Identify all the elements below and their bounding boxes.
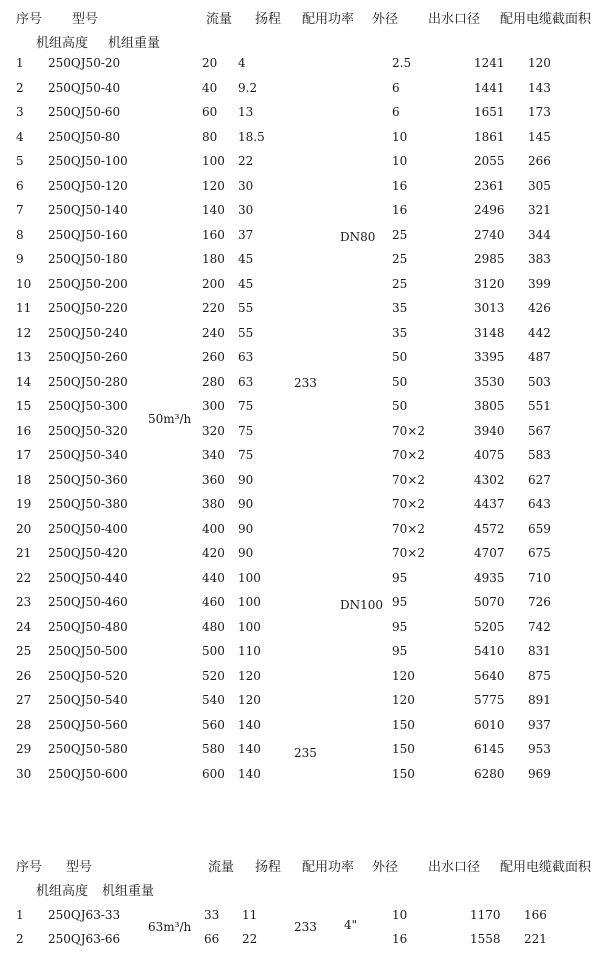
- cell-model: 250QJ50-500: [48, 644, 128, 658]
- cell-height: 1170: [470, 908, 501, 922]
- cell-weight: 551: [528, 399, 551, 413]
- cell-flow: 33: [204, 908, 220, 922]
- cell-head: 90: [238, 546, 254, 560]
- cell-no: 28: [16, 717, 32, 732]
- cell-no: 8: [16, 227, 24, 242]
- cell-height: 1861: [474, 129, 505, 144]
- cell-flow: 260: [202, 350, 225, 364]
- cell-weight: 969: [528, 766, 551, 781]
- cell-flow: 180: [202, 252, 225, 266]
- cell-od: 35: [392, 325, 408, 340]
- cell-model: 250QJ50-220: [48, 301, 128, 315]
- cell-od: 16: [392, 178, 408, 193]
- cell-height: 3395: [474, 350, 505, 364]
- cell-no: 2: [16, 932, 24, 946]
- cell-od: 120: [392, 668, 415, 683]
- header-model: 型号: [72, 12, 99, 27]
- cell-no: 10: [16, 276, 32, 291]
- cell-no: 5: [16, 154, 24, 168]
- cell-od: 25: [392, 227, 408, 242]
- cell-head: 9.2: [238, 80, 258, 95]
- cell-no: 23: [16, 595, 32, 609]
- cell-od: 10: [392, 908, 408, 922]
- table-row: [0, 130, 600, 154]
- cell-height: 2740: [474, 227, 505, 242]
- cell-no: 22: [16, 570, 32, 585]
- merged-outlet-dn100: DN100: [340, 598, 384, 612]
- cell-od: 150: [392, 766, 415, 781]
- cell-height: 6280: [474, 766, 505, 781]
- cell-weight: 875: [528, 668, 551, 683]
- header-head: 扬程: [255, 860, 282, 875]
- cell-model: 250QJ50-560: [48, 717, 128, 732]
- cell-no: 26: [16, 668, 32, 683]
- cell-flow: 340: [202, 448, 225, 462]
- cell-head: 100: [238, 595, 261, 609]
- merged-power-233: 233: [294, 376, 317, 390]
- merged-outlet-dn80: DN80: [340, 230, 376, 244]
- cell-weight: 583: [528, 448, 551, 462]
- cell-od: 70×2: [392, 546, 425, 560]
- cell-no: 3: [16, 105, 24, 119]
- cell-height: 3120: [474, 276, 505, 291]
- cell-head: 30: [238, 178, 254, 193]
- cell-height: 4302: [474, 472, 505, 487]
- cell-head: 90: [238, 472, 254, 487]
- merged-outlet: 4": [344, 918, 358, 932]
- table-row: [0, 595, 600, 619]
- header-power: 配用功率: [302, 860, 355, 875]
- cell-height: 2985: [474, 252, 505, 266]
- cell-weight: 143: [528, 80, 551, 95]
- cell-weight: 321: [528, 203, 551, 217]
- cell-no: 1: [16, 56, 24, 70]
- cell-flow: 460: [202, 595, 225, 609]
- cell-model: 250QJ50-280: [48, 374, 128, 389]
- cell-head: 120: [238, 693, 261, 707]
- cell-flow: 420: [202, 546, 225, 560]
- cell-no: 24: [16, 619, 32, 634]
- table-row: [0, 644, 600, 668]
- cell-head: 45: [238, 276, 254, 291]
- cell-no: 4: [16, 129, 24, 144]
- cell-head: 90: [238, 521, 254, 536]
- cell-no: 15: [16, 399, 32, 413]
- cell-model: 250QJ50-520: [48, 668, 128, 683]
- cell-head: 110: [238, 644, 261, 658]
- cell-weight: 937: [528, 717, 551, 732]
- header-height: 机组高度: [36, 884, 89, 899]
- table-row: [0, 932, 600, 956]
- cell-head: 18.5: [238, 129, 265, 144]
- cell-height: 4075: [474, 448, 505, 462]
- table-row: [0, 228, 600, 252]
- cell-flow: 140: [202, 203, 225, 217]
- header-model: 型号: [66, 860, 93, 875]
- cell-flow: 66: [204, 932, 220, 946]
- merged-power-235: 235: [294, 746, 317, 760]
- cell-height: 5410: [474, 644, 505, 658]
- cell-model: 250QJ50-20: [48, 56, 121, 70]
- cell-height: 5070: [474, 595, 505, 609]
- cell-head: 90: [238, 497, 254, 511]
- cell-model: 250QJ50-380: [48, 497, 128, 511]
- cell-weight: 726: [528, 595, 551, 609]
- header-head: 扬程: [255, 12, 282, 27]
- cell-height: 2055: [474, 154, 505, 168]
- cell-flow: 300: [202, 399, 225, 413]
- table-row: [0, 350, 600, 374]
- cell-od: 6: [392, 105, 400, 119]
- cell-weight: 503: [528, 374, 551, 389]
- cell-no: 30: [16, 766, 32, 781]
- cell-model: 250QJ50-400: [48, 521, 128, 536]
- cell-od: 50: [392, 350, 408, 364]
- merged-flow-rate: 63m³/h: [148, 920, 192, 934]
- table-row: [0, 179, 600, 203]
- cell-model: 250QJ50-320: [48, 423, 128, 438]
- header-cable: 配用电缆截面积: [500, 860, 592, 875]
- table-row: [0, 105, 600, 129]
- cell-od: 35: [392, 301, 408, 315]
- cell-od: 25: [392, 252, 408, 266]
- table-row: [0, 497, 600, 521]
- cell-od: 70×2: [392, 472, 425, 487]
- cell-od: 10: [392, 129, 408, 144]
- cell-weight: 442: [528, 325, 551, 340]
- cell-no: 29: [16, 742, 32, 756]
- table-row: [0, 718, 600, 742]
- table-row: [0, 767, 600, 791]
- cell-head: 4: [238, 56, 246, 70]
- cell-height: 2361: [474, 178, 505, 193]
- cell-head: 37: [238, 227, 254, 242]
- cell-weight: 383: [528, 252, 551, 266]
- cell-od: 2.5: [392, 56, 412, 70]
- cell-flow: 320: [202, 423, 225, 438]
- cell-weight: 426: [528, 301, 551, 315]
- cell-head: 55: [238, 301, 254, 315]
- cell-model: 250QJ50-540: [48, 693, 128, 707]
- cell-no: 25: [16, 644, 32, 658]
- cell-weight: 266: [528, 154, 551, 168]
- table-row: [0, 203, 600, 227]
- cell-no: 18: [16, 472, 32, 487]
- cell-height: 1558: [470, 932, 501, 946]
- cell-height: 3148: [474, 325, 505, 340]
- cell-flow: 380: [202, 497, 225, 511]
- cell-model: 250QJ50-260: [48, 350, 128, 364]
- cell-no: 1: [16, 908, 24, 922]
- cell-flow: 400: [202, 521, 225, 536]
- header-cable: 配用电缆截面积: [500, 12, 592, 27]
- cell-height: 3013: [474, 301, 505, 315]
- cell-od: 16: [392, 932, 408, 946]
- cell-head: 140: [238, 742, 261, 756]
- header-od: 外径: [372, 860, 399, 875]
- cell-height: 3940: [474, 423, 505, 438]
- cell-no: 9: [16, 252, 24, 266]
- cell-flow: 520: [202, 668, 225, 683]
- cell-head: 63: [238, 374, 254, 389]
- table-row: [0, 301, 600, 325]
- cell-height: 1441: [474, 80, 505, 95]
- cell-no: 14: [16, 374, 32, 389]
- cell-height: 4572: [474, 521, 505, 536]
- cell-weight: 953: [528, 742, 551, 756]
- cell-model: 250QJ50-40: [48, 80, 121, 95]
- table-row: [0, 154, 600, 178]
- cell-flow: 80: [202, 129, 218, 144]
- cell-model: 250QJ50-420: [48, 546, 128, 560]
- cell-model: 250QJ50-440: [48, 570, 128, 585]
- table-row: [0, 326, 600, 350]
- cell-weight: 567: [528, 423, 551, 438]
- table-row: [0, 669, 600, 693]
- cell-head: 100: [238, 619, 261, 634]
- cell-model: 250QJ50-80: [48, 129, 121, 144]
- cell-no: 11: [16, 301, 32, 315]
- cell-no: 12: [16, 325, 32, 340]
- cell-height: 4707: [474, 546, 505, 560]
- cell-model: 250QJ50-360: [48, 472, 128, 487]
- cell-no: 19: [16, 497, 32, 511]
- cell-od: 70×2: [392, 521, 425, 536]
- cell-no: 6: [16, 178, 24, 193]
- cell-model: 250QJ50-160: [48, 227, 128, 242]
- merged-flow-rate: 50m³/h: [148, 412, 192, 426]
- table-row: [0, 424, 600, 448]
- cell-model: 250QJ50-120: [48, 178, 128, 193]
- header-height: 机组高度: [36, 36, 89, 51]
- cell-flow: 560: [202, 717, 225, 732]
- cell-weight: 710: [528, 570, 551, 585]
- table-row: [0, 620, 600, 644]
- cell-od: 16: [392, 203, 408, 217]
- cell-head: 11: [242, 908, 258, 922]
- cell-od: 25: [392, 276, 408, 291]
- header-weight: 机组重量: [108, 36, 161, 51]
- header-flow: 流量: [206, 12, 233, 27]
- header-outlet: 出水口径: [428, 860, 481, 875]
- cell-no: 17: [16, 448, 32, 462]
- cell-height: 5640: [474, 668, 505, 683]
- cell-height: 3530: [474, 374, 505, 389]
- cell-flow: 280: [202, 374, 225, 389]
- header-power: 配用功率: [302, 12, 355, 27]
- merged-power: 233: [294, 920, 317, 934]
- cell-head: 63: [238, 350, 254, 364]
- cell-weight: 643: [528, 497, 551, 511]
- cell-od: 150: [392, 742, 415, 756]
- cell-flow: 440: [202, 570, 225, 585]
- cell-od: 95: [392, 595, 408, 609]
- cell-od: 10: [392, 154, 408, 168]
- cell-flow: 500: [202, 644, 225, 658]
- cell-weight: 831: [528, 644, 551, 658]
- cell-height: 4935: [474, 570, 505, 585]
- cell-no: 2: [16, 80, 24, 95]
- cell-weight: 221: [524, 932, 547, 946]
- cell-head: 13: [238, 105, 254, 119]
- cell-od: 50: [392, 399, 408, 413]
- cell-od: 95: [392, 619, 408, 634]
- cell-head: 140: [238, 766, 261, 781]
- cell-weight: 344: [528, 227, 551, 242]
- table-row: [0, 399, 600, 423]
- cell-model: 250QJ50-600: [48, 766, 128, 781]
- table-row: [0, 473, 600, 497]
- cell-model: 250QJ50-340: [48, 448, 128, 462]
- cell-head: 75: [238, 423, 254, 438]
- cell-head: 100: [238, 570, 261, 585]
- cell-height: 6145: [474, 742, 505, 756]
- table-row: [0, 448, 600, 472]
- cell-model: 250QJ50-60: [48, 105, 121, 119]
- cell-model: 250QJ50-580: [48, 742, 128, 756]
- cell-height: 4437: [474, 497, 505, 511]
- cell-flow: 200: [202, 276, 225, 291]
- cell-od: 150: [392, 717, 415, 732]
- header-outlet: 出水口径: [428, 12, 481, 27]
- cell-model: 250QJ50-200: [48, 276, 128, 291]
- cell-flow: 360: [202, 472, 225, 487]
- cell-flow: 20: [202, 56, 218, 70]
- cell-od: 50: [392, 374, 408, 389]
- table-row: [0, 277, 600, 301]
- cell-weight: 173: [528, 105, 551, 119]
- cell-weight: 891: [528, 693, 551, 707]
- cell-no: 7: [16, 203, 24, 217]
- cell-height: 6010: [474, 717, 505, 732]
- cell-od: 120: [392, 693, 415, 707]
- cell-weight: 399: [528, 276, 551, 291]
- cell-weight: 659: [528, 521, 551, 536]
- cell-model: 250QJ50-480: [48, 619, 128, 634]
- cell-height: 2496: [474, 203, 505, 217]
- cell-weight: 120: [528, 56, 551, 70]
- header-weight: 机组重量: [102, 884, 155, 899]
- cell-model: 250QJ50-240: [48, 325, 128, 340]
- table-row: [0, 56, 600, 80]
- cell-weight: 166: [524, 908, 547, 922]
- cell-model: 250QJ50-300: [48, 399, 128, 413]
- cell-head: 45: [238, 252, 254, 266]
- cell-head: 75: [238, 448, 254, 462]
- cell-od: 70×2: [392, 423, 425, 438]
- cell-head: 22: [238, 154, 254, 168]
- cell-flow: 60: [202, 105, 218, 119]
- cell-od: 70×2: [392, 497, 425, 511]
- table-row: [0, 81, 600, 105]
- cell-flow: 120: [202, 178, 225, 193]
- header-od: 外径: [372, 12, 399, 27]
- cell-height: 1651: [474, 105, 505, 119]
- cell-od: 70×2: [392, 448, 425, 462]
- cell-od: 95: [392, 570, 408, 585]
- cell-no: 16: [16, 423, 32, 438]
- cell-height: 3805: [474, 399, 505, 413]
- cell-weight: 742: [528, 619, 551, 634]
- cell-height: 5775: [474, 693, 505, 707]
- cell-no: 21: [16, 546, 32, 560]
- cell-weight: 487: [528, 350, 551, 364]
- cell-flow: 600: [202, 766, 225, 781]
- table-row: [0, 571, 600, 595]
- cell-flow: 40: [202, 80, 218, 95]
- cell-head: 55: [238, 325, 254, 340]
- cell-od: 95: [392, 644, 408, 658]
- cell-weight: 145: [528, 129, 551, 144]
- cell-flow: 580: [202, 742, 225, 756]
- cell-flow: 100: [202, 154, 225, 168]
- header-flow: 流量: [208, 860, 235, 875]
- cell-no: 20: [16, 521, 32, 536]
- cell-model: 250QJ50-100: [48, 154, 128, 168]
- cell-flow: 480: [202, 619, 225, 634]
- cell-flow: 160: [202, 227, 225, 242]
- cell-model: 250QJ63-66: [48, 932, 121, 946]
- cell-weight: 627: [528, 472, 551, 487]
- cell-head: 75: [238, 399, 254, 413]
- cell-head: 140: [238, 717, 261, 732]
- header-seq: 序号: [16, 860, 43, 875]
- cell-height: 5205: [474, 619, 505, 634]
- cell-model: 250QJ50-140: [48, 203, 128, 217]
- cell-model: 250QJ63-33: [48, 908, 121, 922]
- table-row: [0, 546, 600, 570]
- cell-head: 120: [238, 668, 261, 683]
- table-row: [0, 252, 600, 276]
- cell-flow: 540: [202, 693, 225, 707]
- cell-no: 27: [16, 693, 32, 707]
- cell-no: 13: [16, 350, 32, 364]
- cell-model: 250QJ50-460: [48, 595, 128, 609]
- cell-head: 30: [238, 203, 254, 217]
- table-row: [0, 693, 600, 717]
- cell-head: 22: [242, 932, 258, 946]
- cell-flow: 240: [202, 325, 225, 340]
- table-row: [0, 522, 600, 546]
- cell-weight: 305: [528, 178, 551, 193]
- cell-height: 1241: [474, 56, 505, 70]
- cell-model: 250QJ50-180: [48, 252, 128, 266]
- cell-weight: 675: [528, 546, 551, 560]
- cell-od: 6: [392, 80, 400, 95]
- cell-flow: 220: [202, 301, 225, 315]
- header-seq: 序号: [16, 12, 43, 27]
